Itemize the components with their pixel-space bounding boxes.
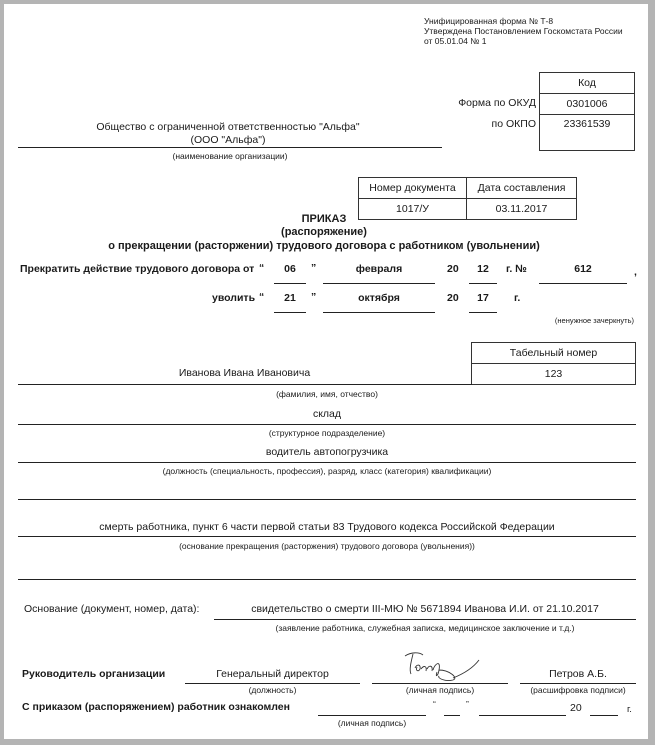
dismiss-year-suffix: 17 [477,292,489,304]
terminate-number-label: г. № [506,263,527,275]
title-subtitle: (распоряжение) [281,226,367,238]
dismiss-month: октября [358,292,400,304]
blank-underline-1 [18,499,636,500]
organization-name [18,121,438,147]
ack-signature-underline[interactable] [318,715,426,716]
codes-table [539,72,635,151]
terminate-number: 612 [574,263,592,275]
okpo-label: по ОКПО [491,118,536,130]
dismiss-month-underline [323,312,435,313]
okpo-value: 23361539 [540,115,635,151]
head-name: Петров А.Б. [549,668,607,680]
terminate-year-prefix: 20 [447,263,459,275]
organization-underline [18,147,442,148]
ack-day-underline[interactable] [444,715,460,716]
document-number-table [358,177,577,220]
terminate-number-underline [539,283,627,284]
terminate-month-underline [323,283,435,284]
head-name-caption: (расшифровка подписи) [530,685,626,695]
doc-date-value: 03.11.2017 [467,199,577,220]
terminate-quote-open: “ [259,262,265,274]
doc-number-header: Номер документа [359,178,467,199]
dismiss-quote-open: “ [259,291,265,303]
form-info-line3: от 05.01.04 № 1 [424,36,487,46]
organization-name-line1: Общество с ограниченной ответственностью "Альфа" [96,121,360,133]
dismiss-day: 21 [284,292,296,304]
dismiss-year-prefix: 20 [447,292,459,304]
title-description: о прекращении (расторжении) трудового договора с работником (увольнении) [108,240,540,252]
dismiss-year-label: г. [514,292,521,304]
position-value: водитель автопогрузчика [265,446,389,458]
basis-caption: (заявление работника, служебная записка, медицинское заключение и т.д.) [275,623,575,633]
terminate-day-underline [274,283,306,284]
ack-month-underline[interactable] [479,715,566,716]
basis-value: свидетельство о смерти III-МЮ № 5671894 Иванова И.И. от 21.10.2017 [251,603,599,615]
ack-quote-close: ” [466,699,469,709]
terminate-comma: , [634,266,637,278]
reason-value: смерть работника, пункт 6 части первой статьи 83 Трудового кодекса Российской Федерации [99,521,555,533]
organization-name-line2: (ООО "Альфа") [190,134,266,146]
department-caption: (структурное подразделение) [268,428,386,438]
employee-name-caption: (фамилия, имя, отчество) [276,389,378,399]
reason-caption: (основание прекращения (расторжения) трудового договора (увольнения)) [179,541,475,551]
ack-signature-caption: (личная подпись) [337,718,407,728]
ack-year-label: г. [627,704,632,715]
terminate-quote-close: ” [311,262,317,274]
head-position: Генеральный директор [216,668,329,680]
department-value: склад [312,408,342,420]
form-info [424,16,623,46]
handwritten-signature-icon [397,648,497,684]
tab-number-table [471,342,636,385]
dismiss-label: уволить [212,292,256,304]
head-position-caption: (должность) [248,685,297,695]
position-underline [18,462,636,463]
basis-label: Основание (документ, номер, дата): [24,603,200,615]
department-underline [18,424,636,425]
tab-number-value: 123 [472,364,636,385]
position-caption: (должность (специальность, профессия), разряд, класс (категория) квалификации) [162,466,492,476]
dismiss-year-underline [469,312,497,313]
employee-name-underline [18,384,472,385]
terminate-label: Прекратить действие трудового договора от [20,263,255,275]
title-order: ПРИКАЗ [301,213,347,225]
ack-year-underline[interactable] [590,715,618,716]
head-name-underline [520,683,636,684]
terminate-day: 06 [284,263,296,275]
doc-date-header: Дата составления [467,178,577,199]
head-signature-underline [372,683,508,684]
form-info-line2: Утверждена Постановлением Госкомстата России [424,26,623,36]
ack-year-prefix: 20 [570,702,582,714]
terminate-month: февраля [355,263,403,275]
employee-full-name: Иванова Ивана Ивановича [178,367,311,379]
organization-caption: (наименование организации) [172,151,288,161]
ack-label: С приказом (распоряжением) работник ознакомлен [22,701,290,713]
dismiss-day-underline [274,312,306,313]
form-info-line1: Унифицированная форма № Т-8 [424,16,554,26]
document-page [4,4,648,739]
tab-number-header: Табельный номер [472,343,636,364]
blank-underline-2 [18,579,636,580]
okud-value: 0301006 [540,94,635,115]
dismiss-note: (ненужное зачеркнуть) [554,316,634,325]
dismiss-quote-close: ” [311,291,317,303]
ack-quote-open: “ [433,699,436,709]
okud-label: Форма по ОКУД [458,97,536,109]
head-signature-caption: (личная подпись) [405,685,475,695]
terminate-year-underline [469,283,497,284]
codes-header: Код [540,73,635,94]
reason-underline [18,536,636,537]
terminate-year-suffix: 12 [477,263,489,275]
head-position-underline [185,683,360,684]
head-label: Руководитель организации [22,668,166,680]
doc-number-value: 1017/У [359,199,467,220]
basis-underline [214,619,636,620]
